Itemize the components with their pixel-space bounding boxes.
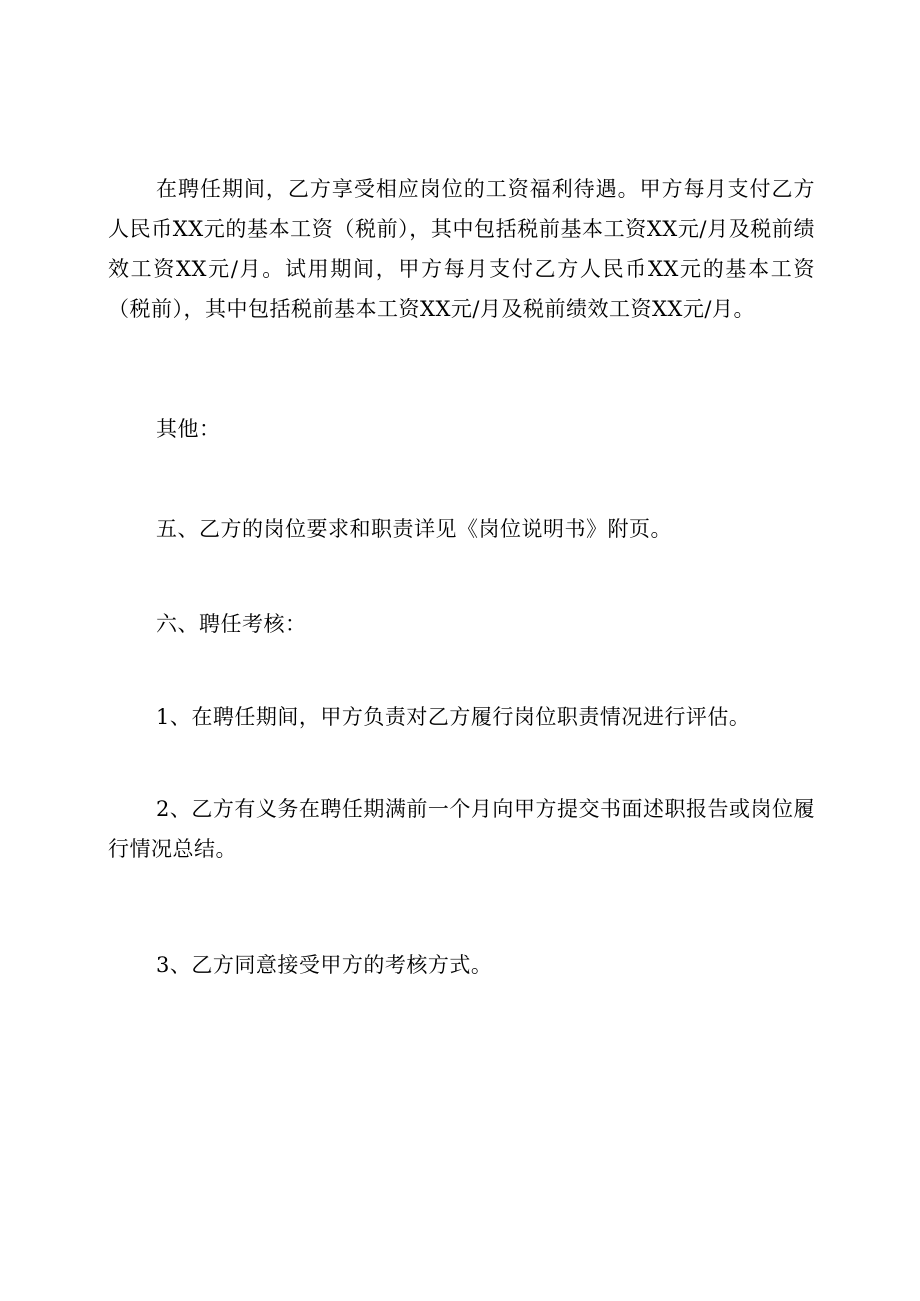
- paragraph-item-1: 1、在聘任期间，甲方负责对乙方履行岗位职责情况进行评估。: [156, 705, 751, 729]
- paragraph-item-2: 2、乙方有义务在聘任期满前一个月向甲方提交书面述职报告或岗位履行情况总结。: [108, 797, 815, 861]
- paragraph-section-six-heading: 六、聘任考核：: [156, 612, 307, 636]
- paragraph-item-3: 3、乙方同意接受甲方的考核方式。: [156, 953, 493, 977]
- paragraph-other: 其他：: [156, 417, 221, 441]
- paragraph-section-five: 五、乙方的岗位要求和职责详见《岗位说明书》附页。: [156, 517, 672, 541]
- paragraph-salary-terms: 在聘任期间，乙方享受相应岗位的工资福利待遇。甲方每月支付乙方人民币XX元的基本工资（税前），其中包括税前基本工资XX元/月及税前绩效工资XX元/月。试用期间，甲方每月支付乙方人民币XX元的基本工资（税前），其中包括税前基本工资XX元/月及税前绩效工资XX元/月。: [108, 177, 815, 321]
